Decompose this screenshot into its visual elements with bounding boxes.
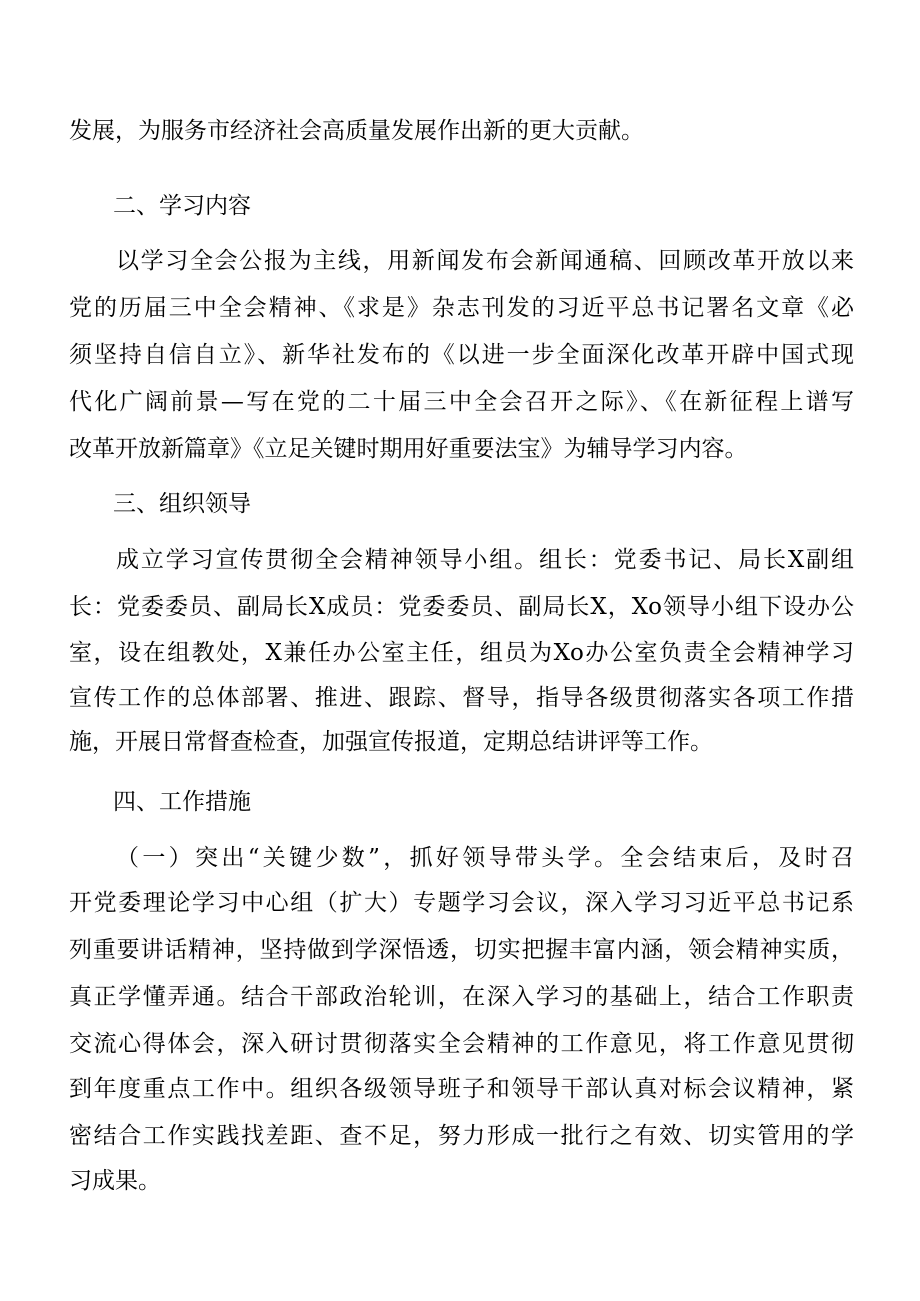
paragraph-line: 以学习全会公报为主线，用新闻发布会新闻通稿、回顾改革开放以来: [116, 248, 854, 274]
paragraph-line: 须坚持自信自立》、新华社发布的《以进一步全面深化改革开辟中国式现: [69, 342, 854, 368]
paragraph-line: 施，开展日常督查检查，加强宣传报道，定期总结讲评等工作。: [69, 729, 713, 755]
paragraph-line: 宣传工作的总体部署、推进、跟踪、督导，指导各级贯彻落实各项工作措: [69, 685, 854, 711]
paragraph-line: （一）突出“关键少数”，抓好领导带头学。全会结束后，及时召: [116, 845, 854, 871]
paragraph-line: 室，设在组教处，X兼任办公室主任，组员为Xo办公室负责全会精神学习: [69, 640, 854, 666]
paragraph-line: 长：党委委员、副局长X成员：党委委员、副局长X，Xo领导小组下设办公: [69, 594, 854, 620]
paragraph-line: 代化广阔前景—写在党的二十届三中全会召开之际》、《在新征程上谱写: [69, 389, 854, 415]
section-heading: 三、组织领导: [113, 491, 251, 517]
paragraph-line: 到年度重点工作中。组织各级领导班子和领导干部认真对标会议精神，紧: [69, 1076, 854, 1102]
section-heading: 四、工作措施: [113, 789, 251, 815]
paragraph-line: 习成果。: [69, 1168, 161, 1194]
paragraph-line: 发展，为服务市经济社会高质量发展作出新的更大贡献。: [69, 118, 644, 144]
paragraph-line: 改革开放新篇章》《立足关键时期用好重要法宝》为辅导学习内容。: [69, 436, 748, 462]
paragraph-line: 密结合工作实践找差距、查不足，努力形成一批行之有效、切实管用的学: [69, 1123, 854, 1149]
paragraph-line: 交流心得体会，深入研讨贯彻落实全会精神的工作意见，将工作意见贯彻: [69, 1031, 854, 1057]
section-heading: 二、学习内容: [113, 193, 251, 219]
paragraph-line: 真正学懂弄通。结合干部政治轮训，在深入学习的基础上，结合工作职责: [69, 984, 854, 1010]
paragraph-line: 成立学习宣传贯彻全会精神领导小组。组长：党委书记、局长X副组: [116, 547, 854, 573]
paragraph-line: 列重要讲话精神，坚持做到学深悟透，切实把握丰富内涵，领会精神实质，: [69, 937, 854, 963]
paragraph-line: 党的历届三中全会精神、《求是》杂志刊发的习近平总书记署名文章《必: [69, 295, 854, 321]
paragraph-line: 开党委理论学习中心组（扩大）专题学习会议，深入学习习近平总书记系: [69, 890, 854, 916]
